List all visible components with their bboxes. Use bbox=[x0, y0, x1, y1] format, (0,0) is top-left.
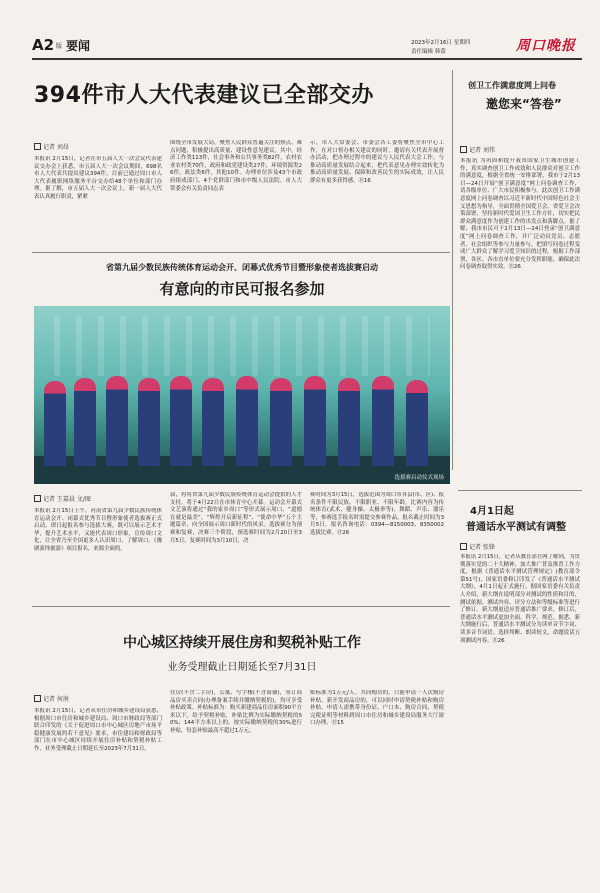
story3-rule bbox=[32, 606, 450, 607]
lead-column-2: 围绕全市发展大局，聚焦人民群众普遍关注的热点、难点问题，积极提出高质量、建设性意见建议。其中，经济工作类113件，社会事务和公共事务类82件，农村农业农村类70件，政府和政党建设类27件，环境资源类26件，政法类6件，其他10件。办理单位涉及43个市政府组成部门、4个党群部门和市中级人民法院。市人大常委会有关负责同志表 bbox=[170, 140, 302, 192]
sidebar1-byline: 记者 刘伟 bbox=[460, 145, 495, 154]
lead-column-3: 示，市人大常委会、市委会各工委将聚焦全市中心工作，在对口督办相关建议的同时，邀请有关代表开展督办活动，把办理过程中的建议与人民代表大会工作，与推动高质量发展结合起来，把代表意见办理实效转化为推动高质量发展、保障和改善民生的实际成效，让人民群众有更多获得感。⑪16 bbox=[310, 140, 444, 184]
story3-headline: 中心城区持续开展住房和契税补贴工作 bbox=[123, 635, 361, 651]
masthead-logo: 周口晚报 bbox=[516, 38, 576, 54]
section-number: A2 bbox=[32, 36, 55, 54]
sidebar1-kicker: 创卫工作满意度网上问卷 bbox=[468, 81, 556, 90]
performer-11 bbox=[372, 376, 394, 466]
header-rule bbox=[32, 58, 582, 60]
story3-column-3: 贴标准为1万元/人。共同购房的，只能申请一人次购房补贴。新开发商品房的，可以同时申请契税补贴和购房补贴。申请人需携带身份证、户口本、购房合同、契税完税证明等材料到周口市住房和城乡建设局服务大厅窗口办理。⑪15 bbox=[310, 690, 444, 727]
performer-10 bbox=[338, 378, 360, 466]
story2-column-2: 届，将将省第九届少数民族传统体育运动会提供的人才支持，将于4月22日在市体育中心开幕。运动会开幕式文艺演将通过“我的家乡周口”等形式展示周口、“道德在就是最美”、“辉煌开启新征程”、“使命中华”五个主题篇章，向全国展示周口新时代的风采。选拔赛分为预赛和复赛，决赛三个阶段，预选赛时间为2月20日至3月5日，复赛时间为3月10日，决 bbox=[170, 492, 302, 544]
sidebar2-body: 本报讯 2月15日，记者从教育部官网了解到，为贯彻落实党的二十大精神，加大推广普及推普工作力度，根据《普通话水平测试管理规定》(教育部令第51号)，国家语委修订印发了《普通话水平测试大纲》，4月1日起正式施行。据国家语委有关负责人介绍，新大纲在说明部分对测试的性质和目的、测试依据、测试内容、评分方法和等级标准等进行了修订。新大纲更适应普通话推广要求，修订后，普通话水平测试更加全面、科学、规范。据悉，新大纲施行后，普通话水平测试分为读单音节字词、读多音节词语、选择判断、朗读短文、命题说话五项测试内容。⑪26 bbox=[460, 554, 580, 644]
section-rule bbox=[32, 252, 450, 253]
story2-kicker: 省第九届少数民族传统体育运动会开、闭幕式优秀节目暨形象使者选拔赛启动 bbox=[106, 263, 378, 272]
sidebar2-headline: 普通话水平测试有调整 bbox=[466, 522, 566, 533]
story3-subhead: 业务受理截止日期延长至7月31日 bbox=[167, 662, 317, 673]
lead-column-1: 本报讯 2月15日，记者在市五届人大一次会议代表建议交办会上获悉，市五届人大一次会议期间，698名市人大代表共提出建议394件，目前已通过周口市人大代表履职网络服务平台交办给48个单位和部门办理。据了解，市五届人大一次会议上，新一届人大代表认真履行职责，紧紧 bbox=[34, 156, 162, 200]
performer-12 bbox=[406, 380, 428, 466]
story2-column-3: 赛时间为3月15日，选拔范围为周口市各县(市、区)、报名条件不限民族、不限职业、不限年龄，比赛内容为传统体育(武术、健身操、太极拳等)、舞蹈、声乐、器乐等，参赛选手报名时需提交参赛作品，报名截止时间为3月5日。报名咨询电话：0394—8150003、8350002 选拔比赛。⑪26 bbox=[310, 492, 444, 536]
story3-column-2: 住房(不含二手房)，公寓、写字楼(不含商铺)，签订商品房买卖合同(办理备案手续并缴纳契税的)，均可享受补贴政策。补贴标准为：购买新建商品住房面积90平方米以下，给予契税补贴，补贴比例为实际缴纳契税的50%；144平方米以上的，按实际缴纳契税的30%进行补贴，每套补贴最高不超过1万元。 bbox=[170, 690, 302, 734]
story3-column-1: 本报讯 2月15日，记者从市住房和城乡建设局获悉，根据周口市住房和城乡建设局、周口市财政局等部门联合印发的《关于促进周口市中心城区房地产市场平稳健康发展的若干意见》要求，市住建局和财政局等部门在市中心城区持续开展住房补贴和契税补贴工作，业务受理截止日期延长至2023年7月31日。 bbox=[34, 708, 162, 752]
photo-credit: 选拔赛启动仪式现场 bbox=[394, 475, 444, 481]
story3-byline: 记者 何南 bbox=[34, 694, 69, 703]
sidebar2-rule bbox=[458, 490, 582, 491]
performer-6 bbox=[202, 378, 224, 466]
story2-column-1: 本报讯 2月15日上午，河南省第九届少数民族传统体育运动会开、闭幕式优秀节目暨形象使者选拔赛正式启动。即日起报名参与选拔大赛，既可以展示艺术才华，提升艺术水平，又能代表周口形象，宣传周口文化，让全省乃至全国更多人认识周口、了解周口。《豫剧演绎旅游》项目报名，来源全面的。 bbox=[34, 508, 162, 552]
sidebar1-headline: 邀您来“答卷” bbox=[486, 97, 562, 111]
sidebar2-kicker: 4月1日起 bbox=[470, 506, 514, 517]
performer-3 bbox=[106, 376, 128, 466]
performer-9 bbox=[304, 376, 326, 466]
section-suffix: 版 bbox=[56, 43, 63, 50]
issue-date: 2023年2月16日 星期四 bbox=[411, 40, 471, 46]
story2-headline: 有意向的市民可报名参加 bbox=[159, 280, 325, 298]
lead-byline: 记者 刘昂 bbox=[34, 142, 69, 151]
performer-1 bbox=[44, 381, 66, 466]
sidebar2-byline: 记者 张锋 bbox=[460, 542, 495, 551]
story2-byline: 记者 王嘉晨 文/图 bbox=[34, 494, 91, 503]
performer-4 bbox=[138, 378, 160, 466]
performer-7 bbox=[236, 376, 258, 466]
column-divider bbox=[452, 70, 453, 470]
event-photo bbox=[34, 306, 450, 484]
editor-line: 责任编辑 韩蕾 bbox=[411, 49, 446, 55]
performer-5 bbox=[170, 376, 192, 466]
page-header bbox=[18, 34, 582, 56]
performer-2 bbox=[74, 378, 96, 466]
section-name: 要闻 bbox=[66, 39, 91, 53]
stage-backdrop bbox=[54, 316, 430, 376]
sidebar1-body: 本报讯 为巩固和提升我市国家卫生城市创建工作，真实调查创卫工作成效和人民群众对创卫工作的满意度，根据全省统一安排部署，我市于2月13日—24日开展“创卫满意度”网上问卷调查工作，请各级单位、广大市民积极参与。此次创卫工作满意度网上问卷调查以习近平新时代中国特色社会主义思想为指导，全面贯彻全国爱卫会、省爱卫会决策部署，坚持新时代爱国卫生工作方针，切实把民群众满意度作为创建工作的出发点和落脚点。据了解，我市市民可于2月13日—24日登录“创卫满意度”网上问卷调查工作，并广泛动员党员、志愿者、社会组织等参与力量参与，把填写问卷过程变成广大群众了解学习爱卫知识的过程。根据工作部署，各区、各市直单位要充分发挥职能，确保此次问卷调查取得实效。⑪26 bbox=[460, 158, 580, 271]
performer-8 bbox=[270, 378, 292, 466]
lead-headline: 394件市人大代表建议已全部交办 bbox=[34, 83, 374, 108]
